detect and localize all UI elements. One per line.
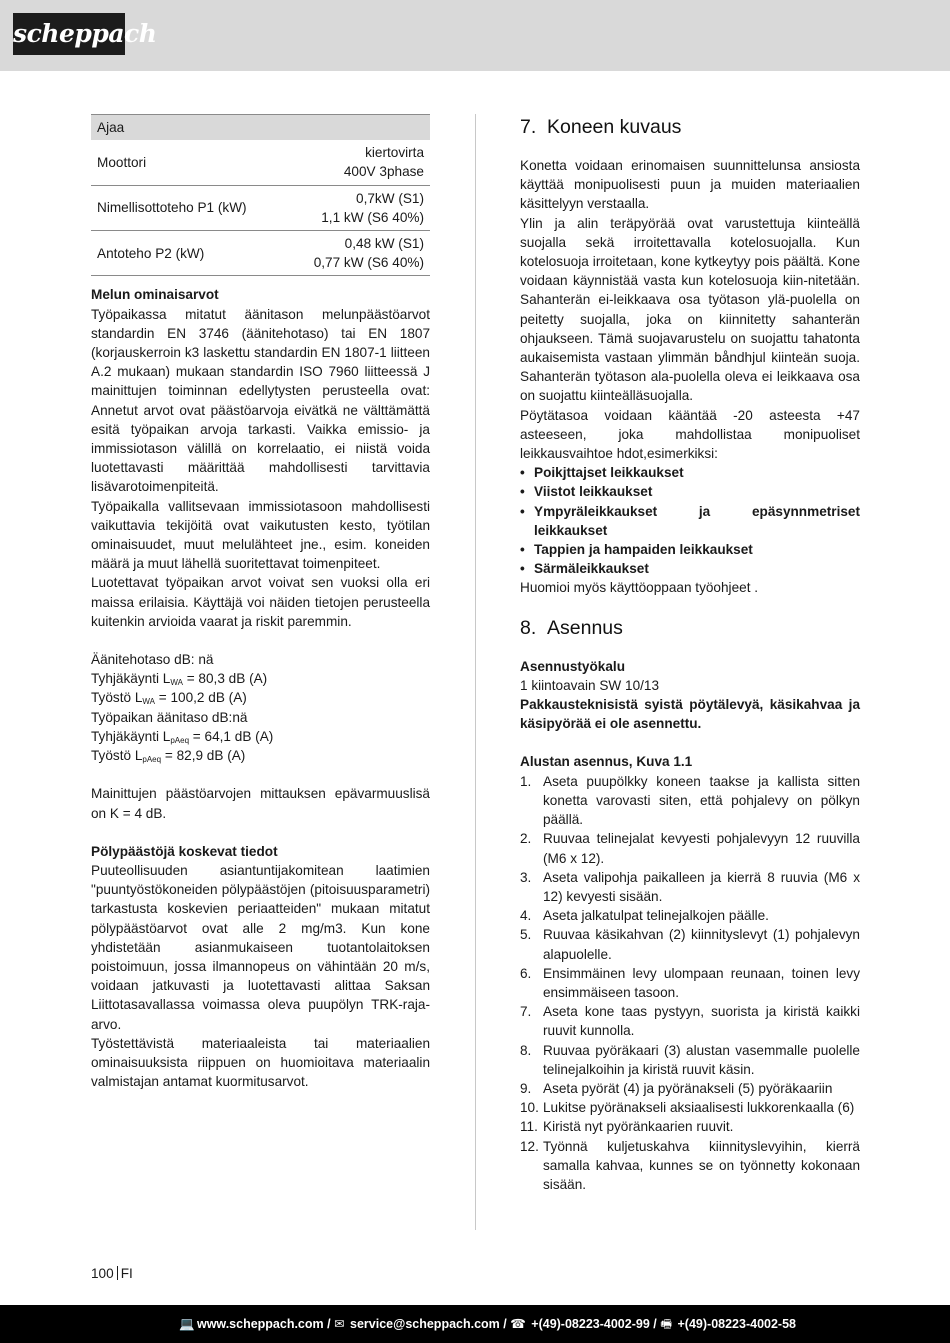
- section-7-heading: 7. Koneen kuvaus: [520, 116, 682, 138]
- phone-icon: ☎: [510, 1317, 526, 1331]
- list-item: • Poikjttajset leikkaukset: [520, 463, 860, 482]
- list-item: 8. Ruuvaa pyöräkaari (3) alustan vasemmalle puolelle telinejalkoihin ja kiristä ruuvit käsin.: [520, 1042, 860, 1077]
- noise-value-line: Tyhjäkäynti $L_{WA} = 80,3$ dB (A): [91, 671, 268, 688]
- noise-value-line: Työstö $L_{pAeq} = 82,9$ dB (A): [91, 748, 246, 765]
- dust-heading: Pölypäästöjä koskevat tiedot: [91, 843, 278, 859]
- table-row: [91, 140, 430, 185]
- noise-paragraph: Luotettavat työpaikan arvot voivat sen vuoksi olla eri maissa erilaisia. Käyttäjä voi näiden tietojen perusteella kuitenkin arvioida vaarat ja riskit paremmin.: [91, 575, 430, 629]
- spec-value: 400V 3phase: [343, 164, 424, 180]
- section-7-paragraph: Ylin ja alin teräpyörää ovat varustettuja kiinteällä suojalla sekä irroitettavalla kotelosuojalla. Kun kotelosuoja irroitetaan, kone kytkeytyy pois päältä. Kone voidaan käynnistää vasta kun kotelosuoja kiin-nitetään. Sahanterän ei-leikkaava osa työtason ylä-puolella on peitetty suojalla, joka on kiinnitetty sahanterän ohjaukseen. Tämä suojavarustelu on suojattu tahatonta aukaisemista vastaan ylimmän båndhjul kiinteän suoja. Sahanterän työtason ala-puolella oleva ei leikkaava osa on suojattu kiinteälläsuojalla.: [520, 215, 860, 404]
- fax-icon: 🖷: [660, 1317, 673, 1331]
- noise-value-line: Tyhjäkäynti $L_{pAeq} = 64,1$ dB (A): [91, 728, 274, 745]
- table-row: [91, 185, 430, 230]
- list-item: 11. Kiristä nyt pyöränkaarien ruuvit.: [520, 1119, 734, 1135]
- noise-heading: Melun ominaisarvot: [91, 287, 219, 303]
- section-7-paragraph: Konetta voidaan erinomaisen suunnittelunsa ansiosta käyttää monipuolisesti puun ja muiden materiaalien käsittelyyn verstaalla.: [520, 158, 860, 212]
- noise-value-line: Työstö $L_{WA} = 100,2$ dB (A): [91, 690, 247, 707]
- section-8-heading: 8. Asennus: [520, 616, 623, 639]
- list-item: 1. Aseta puupölkky koneen taakse ja kallista sitten konetta varovasti siten, että pohjalevy on pölkyn päällä.: [520, 773, 860, 828]
- list-item: • Särmäleikkaukset: [520, 559, 860, 578]
- spec-label: Antoteho P2 (kW): [91, 231, 284, 276]
- packaging-note: Pakkausteknisistä syistä pöytälevyä, käsikahvaa ja käsipyörää ei ole asennettu.: [520, 697, 860, 732]
- page-number: 100 FI: [91, 1266, 133, 1281]
- noise-paragraph: Työpaikassa mitatut äänitason melunpäästöarvot standardin EN 3746 (äänitehotaso) tai EN 1807 (korjauskerroin k3 laskettu standardin EN 1807-1 liitteen A.2 mukaan) mukaan standardin ISO 7960 liitteessä J mainittujen toiminnan edellytysten perusteella ovat: Annetut arvot ovat päästöarvoja eivätkä ne välttämättä esitä työpaikan arvoja tarkasti. Vaikka emissio- ja immissiotason välillä on korrelaatio, ei niistä voida luotettavasti määrittää mahdollisesti tarvittavia lisävarotoimenpiteitä.: [91, 306, 430, 495]
- page-footer: 💻 www.scheppach.com / ✉ service@scheppach.com / ☎ +(49)-08223-4002-99 / 🖷 +(49)-08223-4002-58: [0, 1305, 950, 1343]
- left-column: [91, 114, 430, 1091]
- tool-heading: Asennustyökalu: [520, 658, 625, 674]
- assembly-steps: [520, 772, 860, 1194]
- uncertainty-note: Mainittujen päästöarvojen mittauksen epävarmuuslisä on K = 4 dB.: [91, 786, 430, 821]
- base-assembly-heading: Alustan asennus, Kuva 1.1: [520, 754, 693, 770]
- section-7-paragraph: Pöytätasoa voidaan kääntää -20 asteesta +47 asteeseen, joka mahdollistaa monipuoliset leikkausvaihtoe hdot,esimerkiksi:: [520, 407, 860, 462]
- list-item: • Viistot leikkaukset: [520, 482, 860, 501]
- footer-email[interactable]: service@scheppach.com: [350, 1317, 500, 1331]
- section-7-note: Huomioi myös käyttöoppaan työohjeet .: [520, 580, 759, 596]
- list-item: 5. Ruuvaa käsikahvan (2) kiinnityslevyt (1) pohjalevyn alapuolelle.: [520, 927, 860, 962]
- sound-power-label: Äänitehotaso dB: nä: [91, 652, 214, 668]
- spec-label: Moottori: [91, 140, 284, 185]
- right-column: [520, 114, 860, 1194]
- list-item: 9. Aseta pyörät (4) ja pyöränakseli (5) pyöräkaariin: [520, 1080, 833, 1096]
- mail-icon: ✉: [334, 1317, 345, 1331]
- spec-value: 0,77 kW (S6 40%): [313, 255, 424, 271]
- spec-table: [91, 114, 430, 276]
- column-divider: [475, 114, 476, 1230]
- list-item: 6. Ensimmäinen levy ulompaan reunaan, toinen levy ensimmäiseen tasoon.: [520, 965, 860, 1000]
- noise-paragraph: Työpaikalla vallitsevaan immissiotasoon mahdollisesti vaikuttavia tekijöitä ovat vaikutusten kesto, työtilan ominaisuudet, muut melulähteet jne., esim. koneiden määrä ja muut lähellä suoritettavat toimenpiteet.: [91, 498, 430, 572]
- list-item: • Ympyräleikkaukset ja epäsynnmetriset leikkaukset: [520, 502, 860, 540]
- tool-item: 1 kiintoavain SW 10/13: [520, 677, 660, 693]
- list-item: 7. Aseta kone taas pystyyn, suorista ja kiristä kaikki ruuvit kunnolla.: [520, 1004, 860, 1039]
- list-item: • Tappien ja hampaiden leikkaukset: [520, 540, 860, 559]
- spec-value: 1,1 kW (S6 40%): [321, 209, 424, 225]
- footer-phone: +(49)-08223-4002-99: [531, 1317, 650, 1331]
- spec-value: kiertovirta: [365, 145, 424, 161]
- footer-website[interactable]: www.scheppach.com: [196, 1317, 324, 1331]
- computer-icon: 💻: [179, 1317, 195, 1331]
- list-item: 12. Työnnä kuljetuskahva kiinnityslevyihin, kierrä samalla kahvaa, kunnes se on työnnetty kokonaan sisään.: [520, 1138, 860, 1192]
- list-item: 3. Aseta valipohja paikalleen ja kierrä 8 ruuvia (M6 x 12) kevyesti sisään.: [520, 869, 860, 904]
- scheppach-logo: scheppach: [13, 13, 125, 55]
- spec-value: 0,7kW (S1): [356, 190, 424, 206]
- list-item: 4. Aseta jalkatulpat telinejalkojen päälle.: [520, 908, 769, 924]
- dust-paragraph: Puuteollisuuden asiantuntijakomitean laatimien "puuntyöstökoneiden pölypäästöjen (pitoisuusparametri) tarkastusta koskevien periaatteiden" mukaan mitatut pölypäästöarvot ovat alle 2 mg/m3. Kun kone yhdistetään asianmukaiseen tuotantolaitoksen poistoimuun, jossa ilmannopeus on vähintään 20 m/s, voidaan jatkuvasti ja luotettavasti alittaa Saksan Liittotasavallassa voimassa oleva puupölyn TRK-raja-arvo.: [91, 862, 430, 1032]
- page-header: [0, 0, 950, 71]
- list-item: 2. Ruuvaa telinejalat kevyesti pohjalevyyn 12 ruuvilla (M6 x 12).: [520, 831, 860, 866]
- spec-table-header: Ajaa: [91, 115, 430, 141]
- spec-value: 0,48 kW (S1): [344, 236, 424, 252]
- footer-fax: +(49)-08223-4002-58: [677, 1317, 796, 1331]
- dust-paragraph: Työstettävistä materiaaleista tai materiaalien ominaisuuksista riippuen on huomioitava materiaalin valmistajan antamat kuormitusarvot.: [91, 1035, 430, 1090]
- table-row: [91, 231, 430, 276]
- list-item: 10. Lukitse pyöränakseli aksiaalisesti lukkorenkaalla (6): [520, 1100, 855, 1116]
- spec-label: Nimellisottoteho P1 (kW): [91, 185, 284, 230]
- cut-types-list: [520, 463, 860, 578]
- sound-pressure-label: Työpaikan äänitaso dB:nä: [91, 709, 248, 725]
